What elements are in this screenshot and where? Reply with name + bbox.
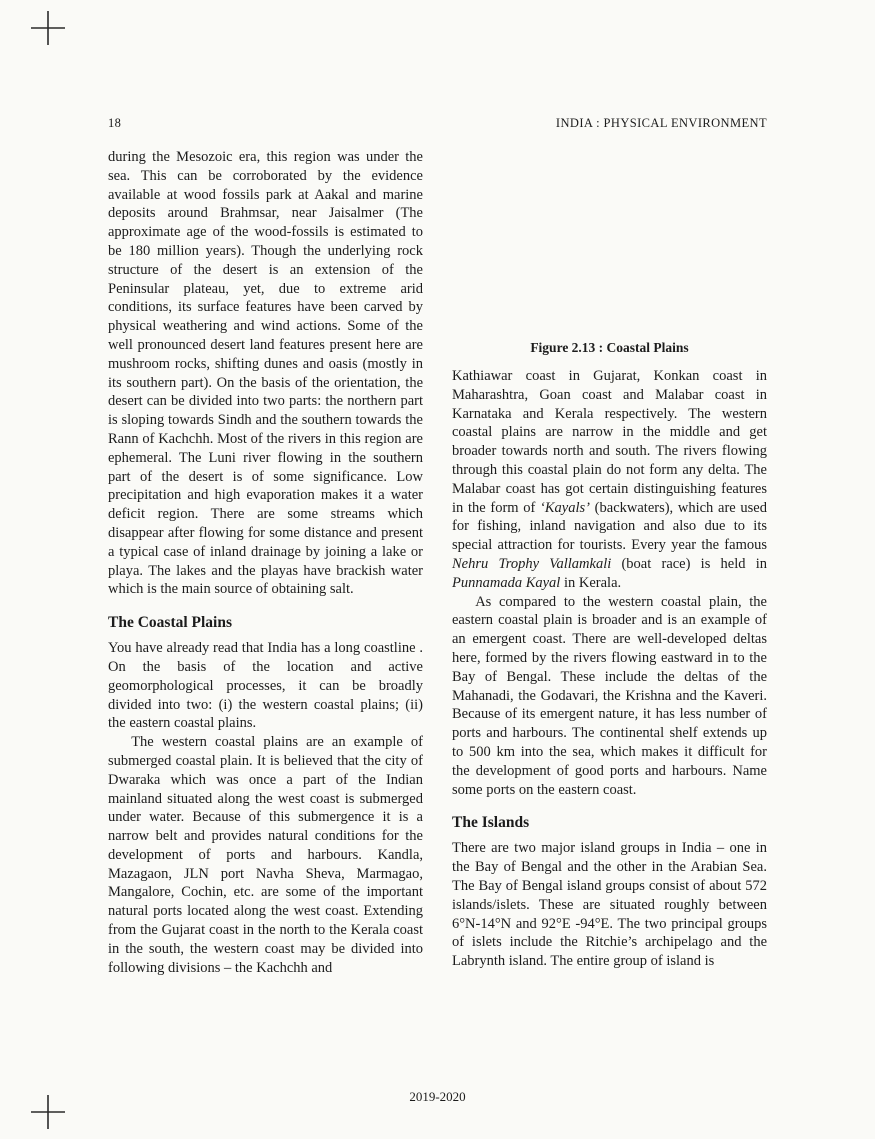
- figure-placeholder: [452, 148, 767, 340]
- page-content: [108, 116, 767, 977]
- section-heading-islands: The Islands: [452, 814, 530, 832]
- text-segment: (backwaters), which are used for fishing, inland navigation and also due to its special attraction for tourists. Every year the famous: [452, 499, 767, 554]
- paragraph-western-coast: The western coastal plains are an example of submerged coastal plain. It is believed that the city of Dwaraka which was once a part of the Indian mainland situated along the west coast is submerged under water. Because of this submergence it is a narrow belt and provides natural conditions for the development of ports and harbours. Kandla, Mazagaon, JLN port Navha Sheva, Marmagao, Mangalore, Cochin, etc. are some of the important natural ports located along the west coast. Extending from the Gujarat coast in the north to the Kerala coast in the south, the western coast may be divided into following divisions – the Kachchh and: [108, 734, 423, 976]
- paragraph-islands: There are two major island groups in India – one in the Bay of Bengal and the other in the Arabian Sea. The Bay of Bengal island groups consist of about 572 islands/islets. These are situated roughly between 6°N-14°N and 92°E -94°E. The two principal groups of islets include the Ritchie’s archipelago and the Labrynth island. The entire group of island is: [452, 840, 767, 970]
- plus-registration-icon: [31, 11, 65, 45]
- figure-caption: Figure 2.13 : Coastal Plains: [530, 340, 689, 355]
- text-segment: (boat race) is held in: [611, 555, 768, 572]
- two-column-layout: [108, 148, 767, 977]
- italic-text-segment: ‘Kayals’: [540, 499, 590, 516]
- paragraph-desert: during the Mesozoic era, this region was under the sea. This can be corroborated by the evidence available at wood fossils park at Aakal and marine deposits around Brahmsar, near Jaisalmer (The approximate age of the wood-fossils is estimated to be 180 million years). Though the underlying rock structure of the desert is an extension of the Peninsular plateau, yet, due to extreme arid conditions, its surface features have been carved by physical weathering and wind actions. Some of the well pronounced desert land features present here are mushroom rocks, shifting dunes and oasis (mostly in its southern part). On the basis of the orientation, the desert can be divided into two parts: the northern part is sloping towards Sindh and the southern towards the Rann of Kachchh. Most of the rivers in this region are ephemeral. The Luni river flowing in the southern part of the desert is of some significance. Low precipitation and high evaporation makes it a water deficit region. There are some streams which disappear after flowing for some distance and present a typical case of inland drainage by joining a lake or playa. The lakes and the playas have brackish water which is the main source of obtaining salt.: [108, 149, 423, 598]
- paragraph-eastern-coast: As compared to the western coastal plain, the eastern coastal plain is broader and is an example of an emergent coast. There are well-developed deltas here, formed by the rivers flowing eastward in to the Bay of Bengal. These include the deltas of the Mahanadi, the Godavari, the Krishna and the Kaveri. Because of its emergent nature, it has less number of ports and harbours. The continental shelf extends up to 500 km into the sea, which makes it difficult for the development of good ports and harbours. Name some ports on the eastern coast.: [452, 593, 767, 798]
- paragraph-coastline: You have already read that India has a long coastline . On the basis of the location and active geomorphological processes, it can be broadly divided into two: (i) the western coastal plains; (ii) the eastern coastal plains.: [108, 640, 423, 732]
- page-footer: 2019-2020: [409, 1089, 466, 1104]
- italic-text-segment: Punnamada Kayal: [452, 574, 561, 591]
- running-header-title: INDIA : PHYSICAL ENVIRONMENT: [555, 116, 767, 130]
- italic-text-segment: Nehru Trophy Vallamkali: [452, 555, 612, 572]
- page-number: 18: [108, 116, 122, 130]
- crop-mark-top-left: [31, 11, 65, 45]
- paragraph-coasts: [452, 367, 767, 593]
- section-heading-coastal-plains: The Coastal Plains: [108, 614, 233, 632]
- text-segment: in Kerala.: [560, 574, 622, 591]
- page-header: [108, 116, 767, 131]
- left-column: [108, 148, 423, 977]
- right-column: [452, 148, 767, 977]
- text-segment: Kathiawar coast in Gujarat, Konkan coast in Maharashtra, Goan coast and Malabar coast in Karnataka and Kerala respectively. The western coastal plains are narrow in the middle and get broader towards north and south. The rivers flowing through this coastal plain do not form any delta. The Malabar coast has got certain distinguishing features in the form of: [452, 368, 767, 516]
